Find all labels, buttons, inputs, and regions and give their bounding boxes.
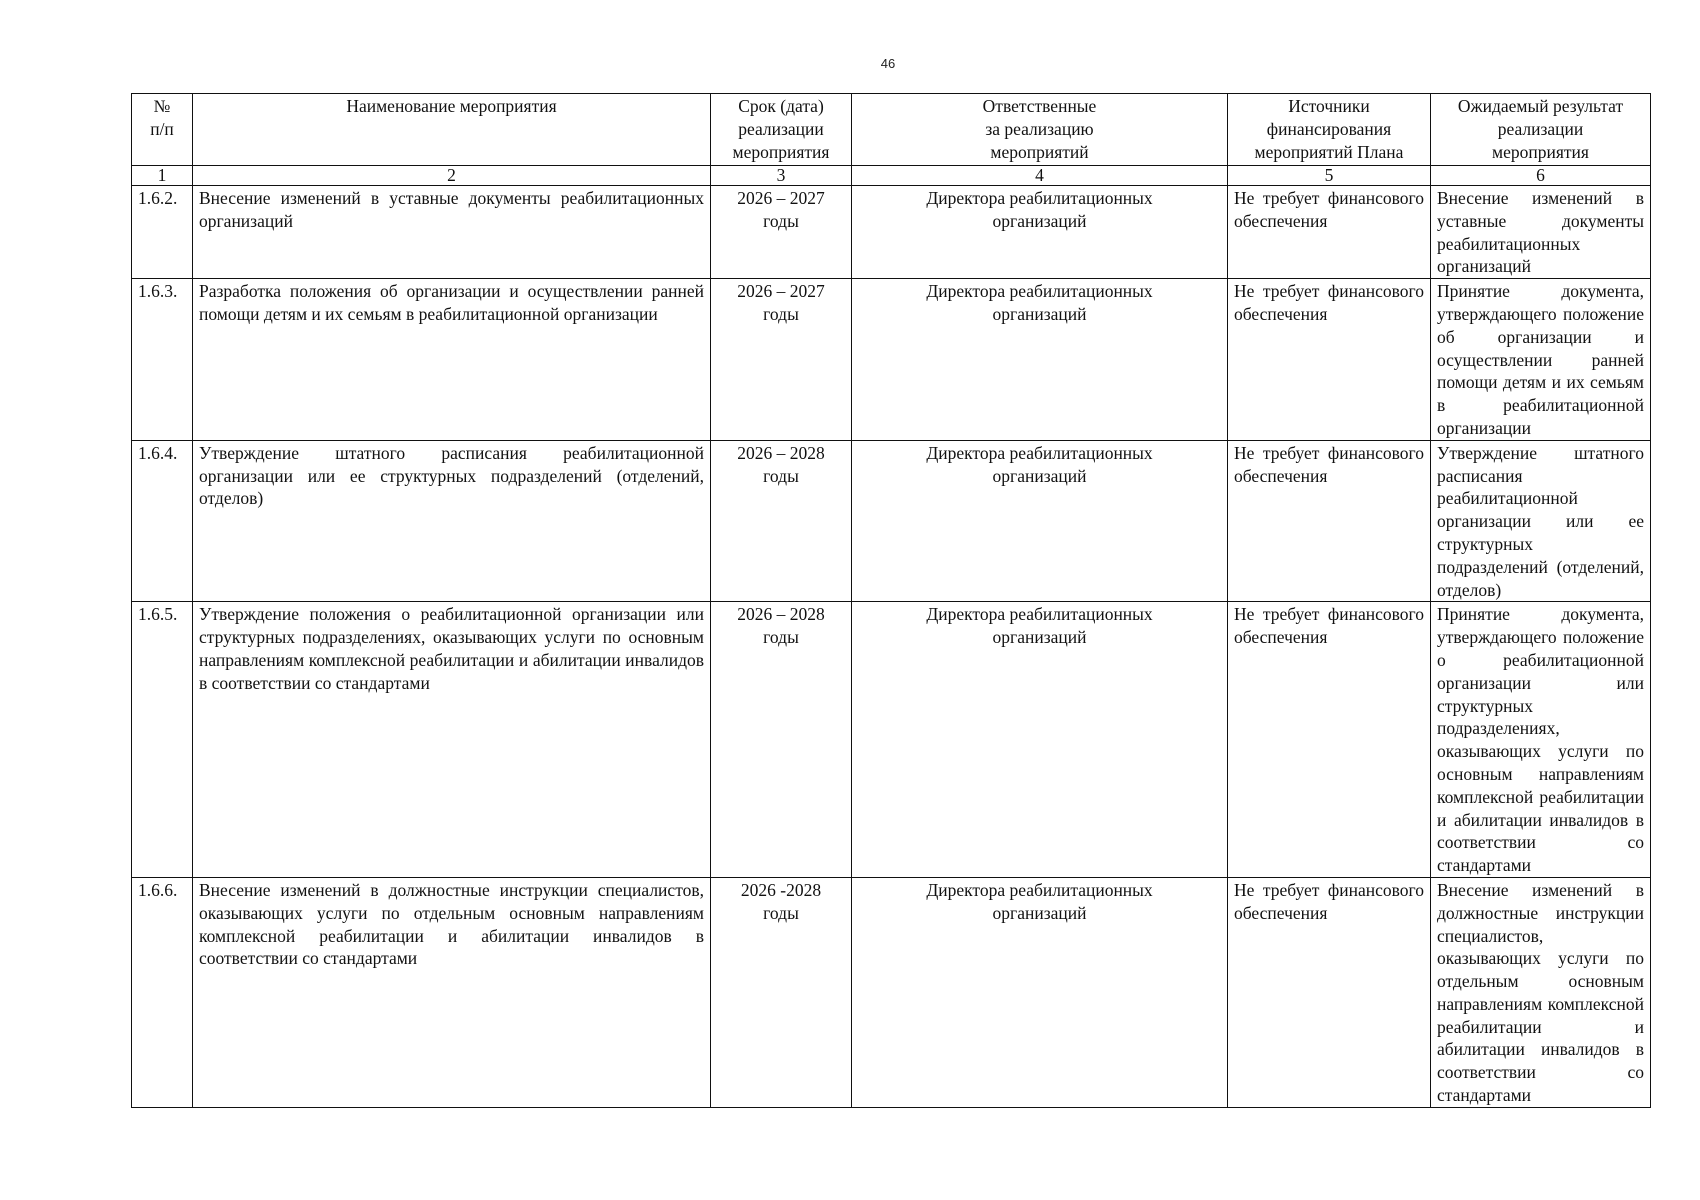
responsible-party: Директора реабилитационных организаций: [852, 279, 1228, 441]
table-row: [132, 186, 1651, 279]
measures-table: [131, 93, 1651, 1108]
table-row: [132, 440, 1651, 602]
measure-name: Утверждение положения о реабилитационной организации или структурных подразделениях, оказывающих услуги по основным направлениям комплексной реабилитации и абилитации инвалидов в соответствии со стандартами: [193, 602, 711, 878]
column-number-row: [132, 166, 1651, 186]
responsible-party: Директора реабилитационных организаций: [852, 877, 1228, 1107]
responsible-party: Директора реабилитационных организаций: [852, 602, 1228, 878]
column-number: 5: [1228, 166, 1431, 186]
table-header-row: [132, 94, 1651, 166]
expected-result: Внесение изменений в должностные инструкции специалистов, оказывающих услуги по отдельным основным направлениям комплексной реабилитации и абилитации инвалидов в соответствии со стандартами: [1431, 877, 1651, 1107]
measure-name: Внесение изменений в должностные инструкции специалистов, оказывающих услуги по отдельным основным направлениям комплексной реабилитации и абилитации инвалидов в соответствии со стандартами: [193, 877, 711, 1107]
header-expected-result: Ожидаемый результат реализации мероприятия: [1431, 94, 1651, 166]
column-number: 4: [852, 166, 1228, 186]
column-number: 2: [193, 166, 711, 186]
measure-name: Разработка положения об организации и осуществлении ранней помощи детям и их семьям в реабилитационной организации: [193, 279, 711, 441]
expected-result: Принятие документа, утверждающего положение об организации и осуществлении ранней помощи детям и их семьям в реабилитационной организации: [1431, 279, 1651, 441]
row-number: 1.6.4.: [132, 440, 193, 602]
row-number: 1.6.2.: [132, 186, 193, 279]
column-number: 1: [132, 166, 193, 186]
funding-source: Не требует финансового обеспечения: [1228, 602, 1431, 878]
header-responsible: Ответственные за реализацию мероприятий: [852, 94, 1228, 166]
measure-name: Внесение изменений в уставные документы реабилитационных организаций: [193, 186, 711, 279]
responsible-party: Директора реабилитационных организаций: [852, 440, 1228, 602]
expected-result: Утверждение штатного расписания реабилитационной организации или ее структурных подразделений (отделений, отделов): [1431, 440, 1651, 602]
funding-source: Не требует финансового обеспечения: [1228, 186, 1431, 279]
table-row: [132, 602, 1651, 878]
measures-table-container: [131, 93, 1650, 1108]
header-funding-source: Источники финансирования мероприятий Плана: [1228, 94, 1431, 166]
expected-result: Внесение изменений в уставные документы реабилитационных организаций: [1431, 186, 1651, 279]
implementation-term: 2026 – 2027 годы: [711, 279, 852, 441]
funding-source: Не требует финансового обеспечения: [1228, 279, 1431, 441]
responsible-party: Директора реабилитационных организаций: [852, 186, 1228, 279]
implementation-term: 2026 -2028 годы: [711, 877, 852, 1107]
row-number: 1.6.3.: [132, 279, 193, 441]
expected-result: Принятие документа, утверждающего положение о реабилитационной организации или структурных подразделениях, оказывающих услуги по основным направлениям комплексной реабилитации и абилитации инвалидов в соответствии со стандартами: [1431, 602, 1651, 878]
implementation-term: 2026 – 2028 годы: [711, 602, 852, 878]
row-number: 1.6.6.: [132, 877, 193, 1107]
row-number: 1.6.5.: [132, 602, 193, 878]
funding-source: Не требует финансового обеспечения: [1228, 440, 1431, 602]
table-row: [132, 877, 1651, 1107]
implementation-term: 2026 – 2027 годы: [711, 186, 852, 279]
column-number: 6: [1431, 166, 1651, 186]
implementation-term: 2026 – 2028 годы: [711, 440, 852, 602]
header-number: № п/п: [132, 94, 193, 166]
header-measure-name: Наименование мероприятия: [193, 94, 711, 166]
header-term: Срок (дата) реализации мероприятия: [711, 94, 852, 166]
measure-name: Утверждение штатного расписания реабилитационной организации или ее структурных подразделений (отделений, отделов): [193, 440, 711, 602]
funding-source: Не требует финансового обеспечения: [1228, 877, 1431, 1107]
table-row: [132, 279, 1651, 441]
page-number: 46: [880, 56, 896, 71]
column-number: 3: [711, 166, 852, 186]
